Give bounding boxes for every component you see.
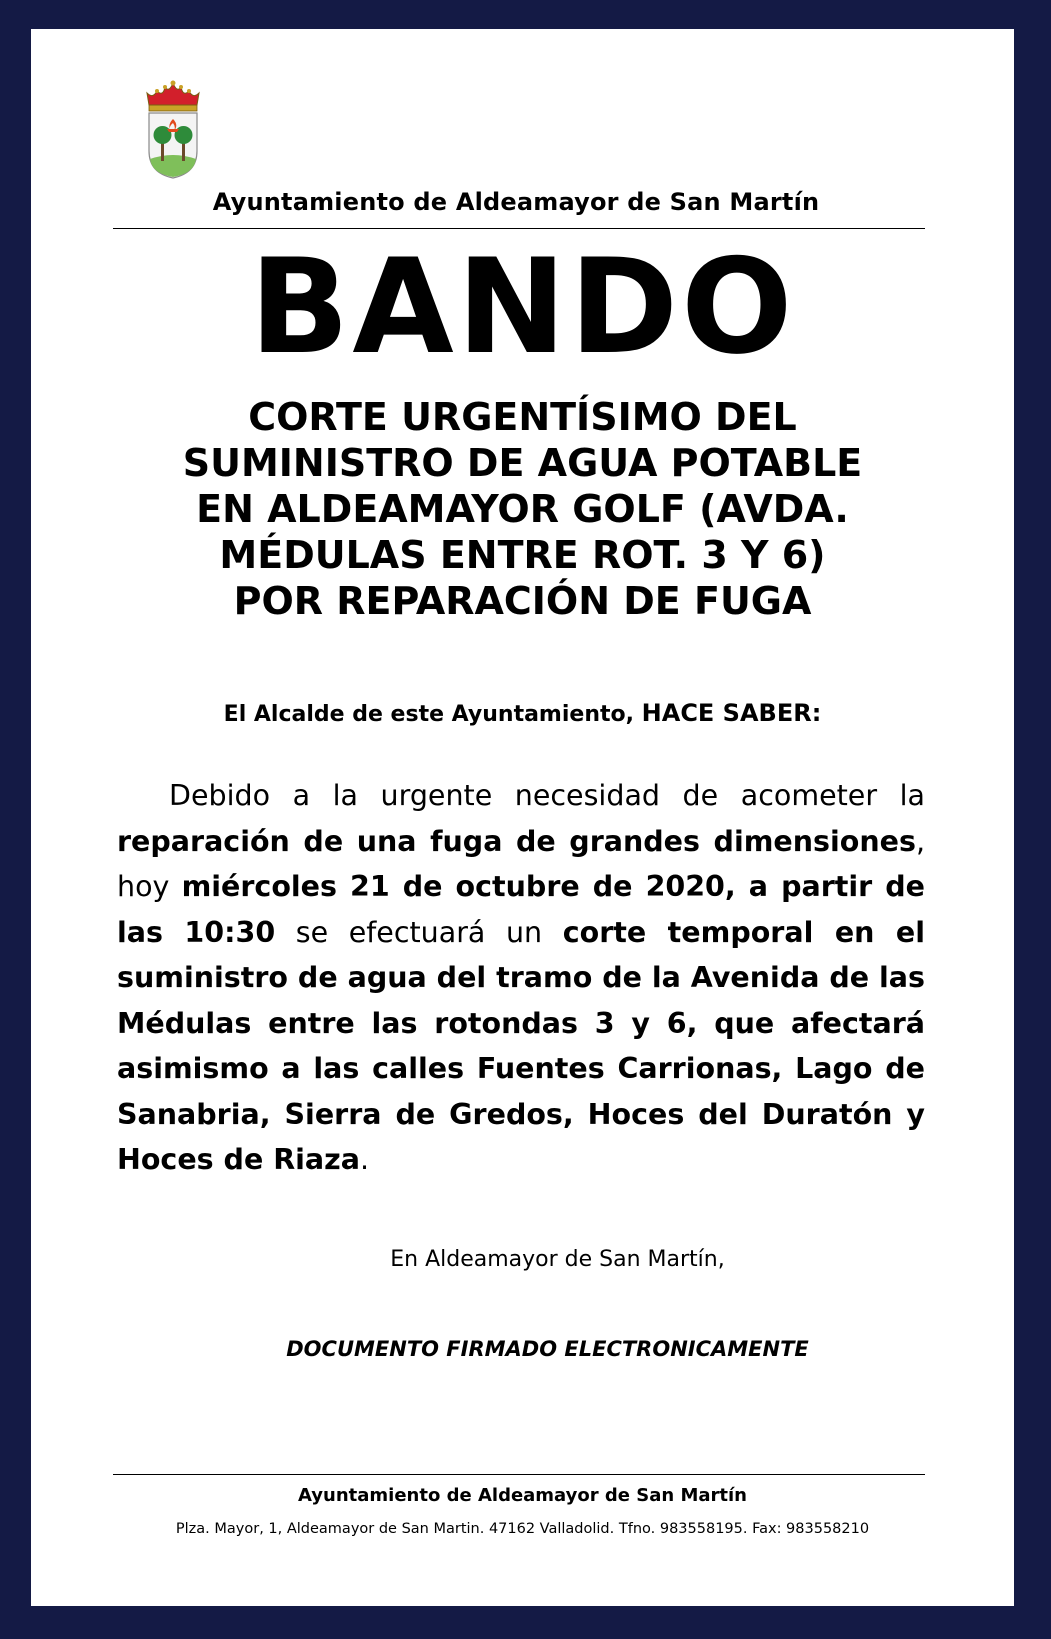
body-text-3: se efectuará un xyxy=(275,915,563,949)
announcement-emphasis: HACE SABER: xyxy=(641,699,822,727)
organization-name: Ayuntamiento de Aldeamayor de San Martín xyxy=(212,188,820,216)
body-paragraph xyxy=(117,773,925,1183)
subject-line: EN ALDEAMAYOR GOLF (AVDA. xyxy=(196,487,849,531)
body-text-4: . xyxy=(359,1143,370,1176)
subject-heading xyxy=(91,394,954,624)
subject-line: SUMINISTRO DE AGUA POTABLE xyxy=(182,441,863,485)
announcement-intro: El Alcalde de este Ayuntamiento, xyxy=(223,702,634,727)
body-text-1: Debido a la urgente necesidad de acometer la xyxy=(169,779,925,812)
subject-line: CORTE URGENTÍSIMO DEL xyxy=(248,395,797,439)
signature-note: DOCUMENTO FIRMADO ELECTRONICAMENTE xyxy=(286,1337,809,1361)
footer-divider xyxy=(113,1474,925,1475)
body-bold-2: miércoles 21 de octubre de 2020, a partir de las 10:30 xyxy=(117,870,925,949)
document-title: BANDO xyxy=(249,230,796,383)
body-text-2: , hoy xyxy=(117,824,925,903)
subject-line: MÉDULAS ENTRE ROT. 3 Y 6) xyxy=(219,533,826,577)
body-bold-1: reparación de una fuga de grandes dimensiones xyxy=(117,824,916,858)
body-bold-3: corte temporal en el suministro de agua del tramo de la Avenida de las Médulas entre las rotondas 3 y 6, que afectará asimismo a las calles Fuentes Carrionas, Lago de Sanabria, Sierra de Gredos, Hoces del Duratón y Hoces de Riaza xyxy=(117,915,926,1176)
subject-line: POR REPARACIÓN DE FUGA xyxy=(233,579,812,623)
footer-address: Plza. Mayor, 1, Aldeamayor de San Martin. 47162 Valladolid. Tfno. 983558195. Fax: 983558210 xyxy=(175,1521,870,1537)
coat-of-arms-icon xyxy=(143,79,203,179)
footer-organization: Ayuntamiento de Aldeamayor de San Martín xyxy=(298,1485,747,1506)
place-line: En Aldeamayor de San Martín, xyxy=(390,1247,725,1272)
announcement-line xyxy=(31,699,1014,727)
header-divider xyxy=(113,228,925,229)
document-page xyxy=(31,29,1014,1606)
